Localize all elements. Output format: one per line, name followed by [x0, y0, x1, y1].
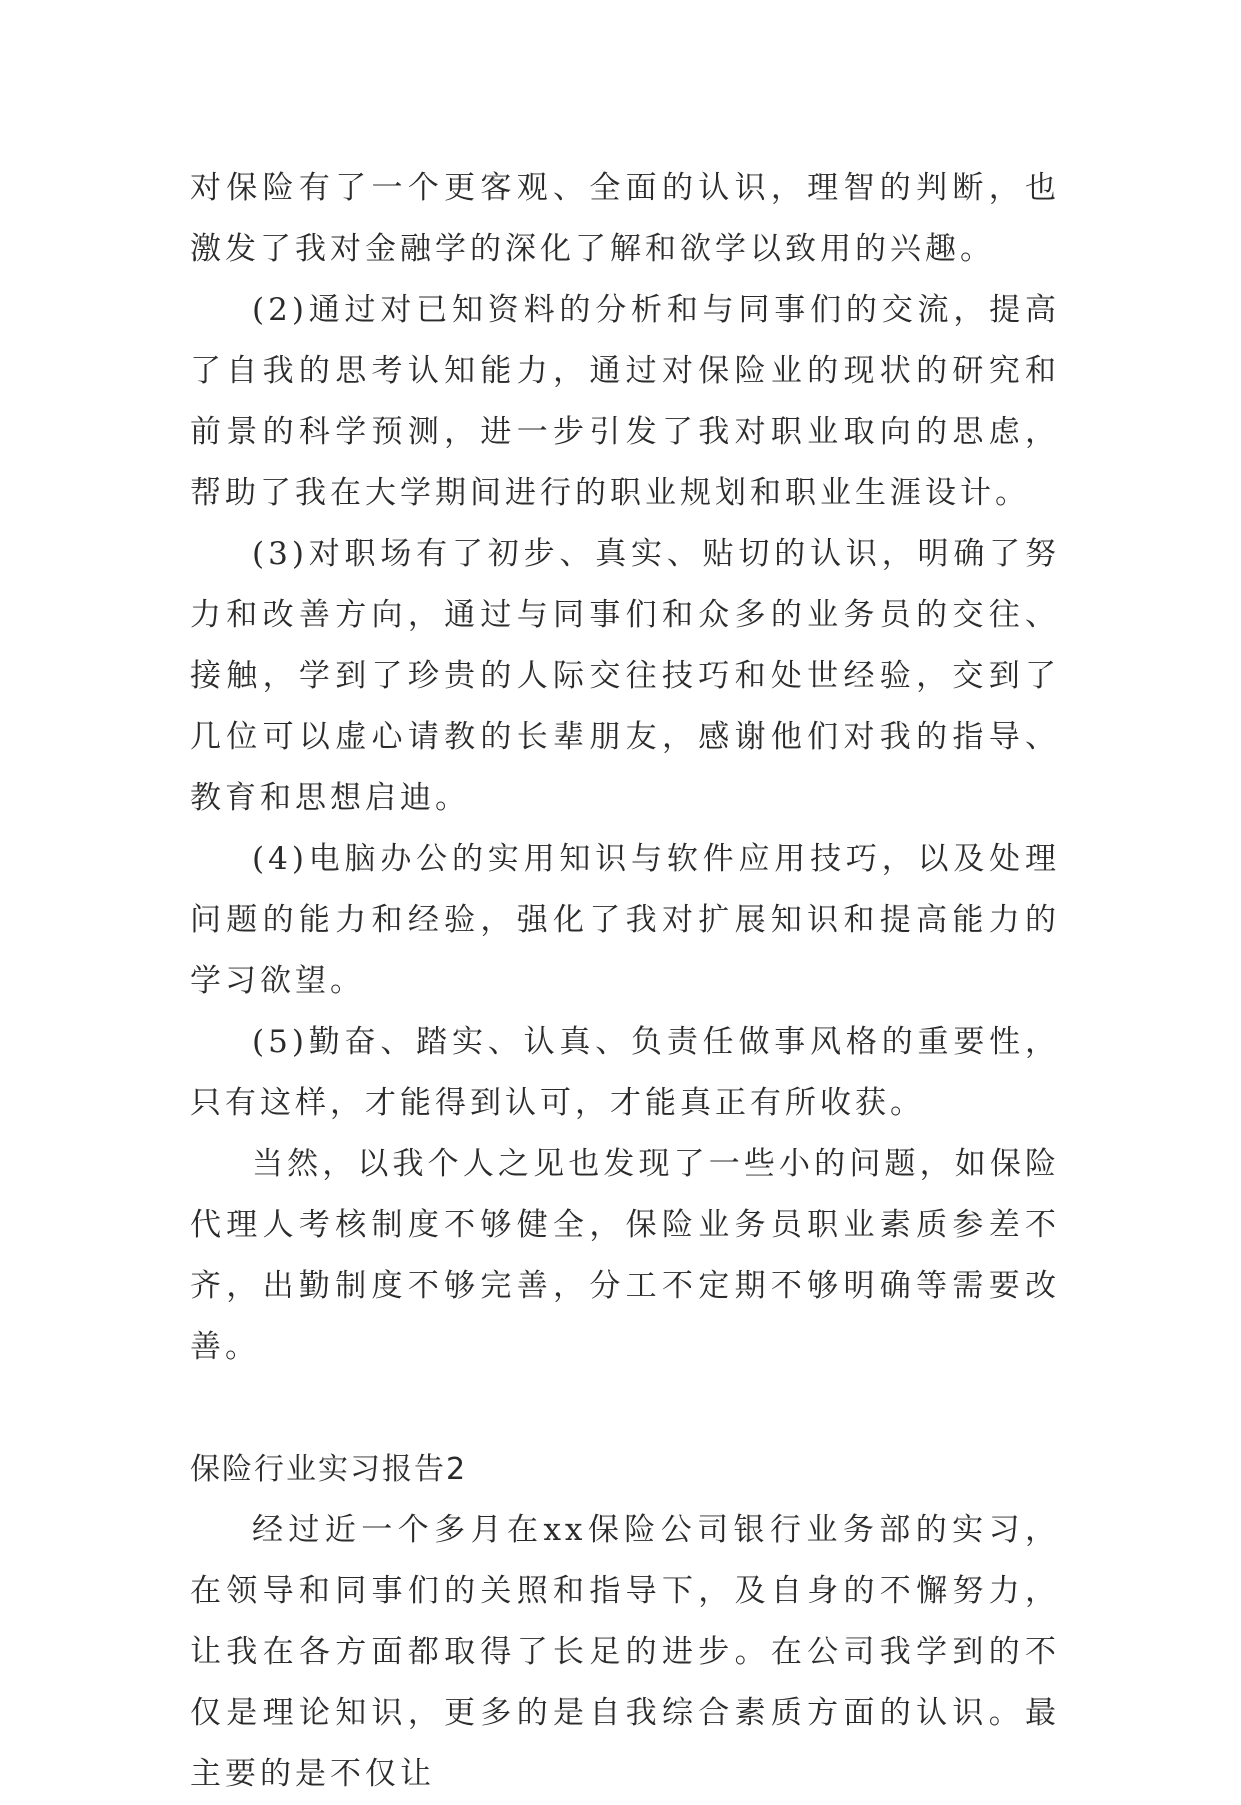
paragraph-item-4: (4)电脑办公的实用知识与软件应用技巧，以及处理问题的能力和经验，强化了我对扩展知识和提高能力的学习欲望。	[190, 841, 1060, 999]
paragraph-item-5: (5)勤奋、踏实、认真、负责任做事风格的重要性，只有这样，才能得到认可，才能真正有所收获。	[190, 1024, 1060, 1121]
paragraph-conclusion: 当然，以我个人之见也发现了一些小的问题，如保险代理人考核制度不够健全，保险业务员职业素质参差不齐，出勤制度不够完善，分工不定期不够明确等需要改善。	[190, 1146, 1060, 1365]
paragraph-report2-intro: 经过近一个多月在xx保险公司银行业务部的实习，在领导和同事们的关照和指导下，及自身的不懈努力，让我在各方面都取得了长足的进步。在公司我学到的不仅是理论知识，更多的是自我综合素质方面的认识。最主要的是不仅让	[190, 1512, 1060, 1792]
section-heading: 保险行业实习报告2	[190, 1452, 468, 1487]
paragraph-item-3: (3)对职场有了初步、真实、贴切的认识，明确了努力和改善方向，通过与同事们和众多的业务员的交往、接触，学到了珍贵的人际交往技巧和处世经验，交到了几位可以虚心请教的长辈朋友，感谢他们对我的指导、教育和思想启迪。	[190, 536, 1060, 816]
document-body	[190, 158, 1060, 1805]
paragraph-item-2: (2)通过对已知资料的分析和与同事们的交流，提高了自我的思考认知能力，通过对保险业的现状的研究和前景的科学预测，进一步引发了我对职业取向的思虑，帮助了我在大学期间进行的职业规划和职业生涯设计。	[190, 292, 1060, 511]
paragraph-continuation: 对保险有了一个更客观、全面的认识，理智的判断，也激发了我对金融学的深化了解和欲学以致用的兴趣。	[190, 170, 1060, 267]
